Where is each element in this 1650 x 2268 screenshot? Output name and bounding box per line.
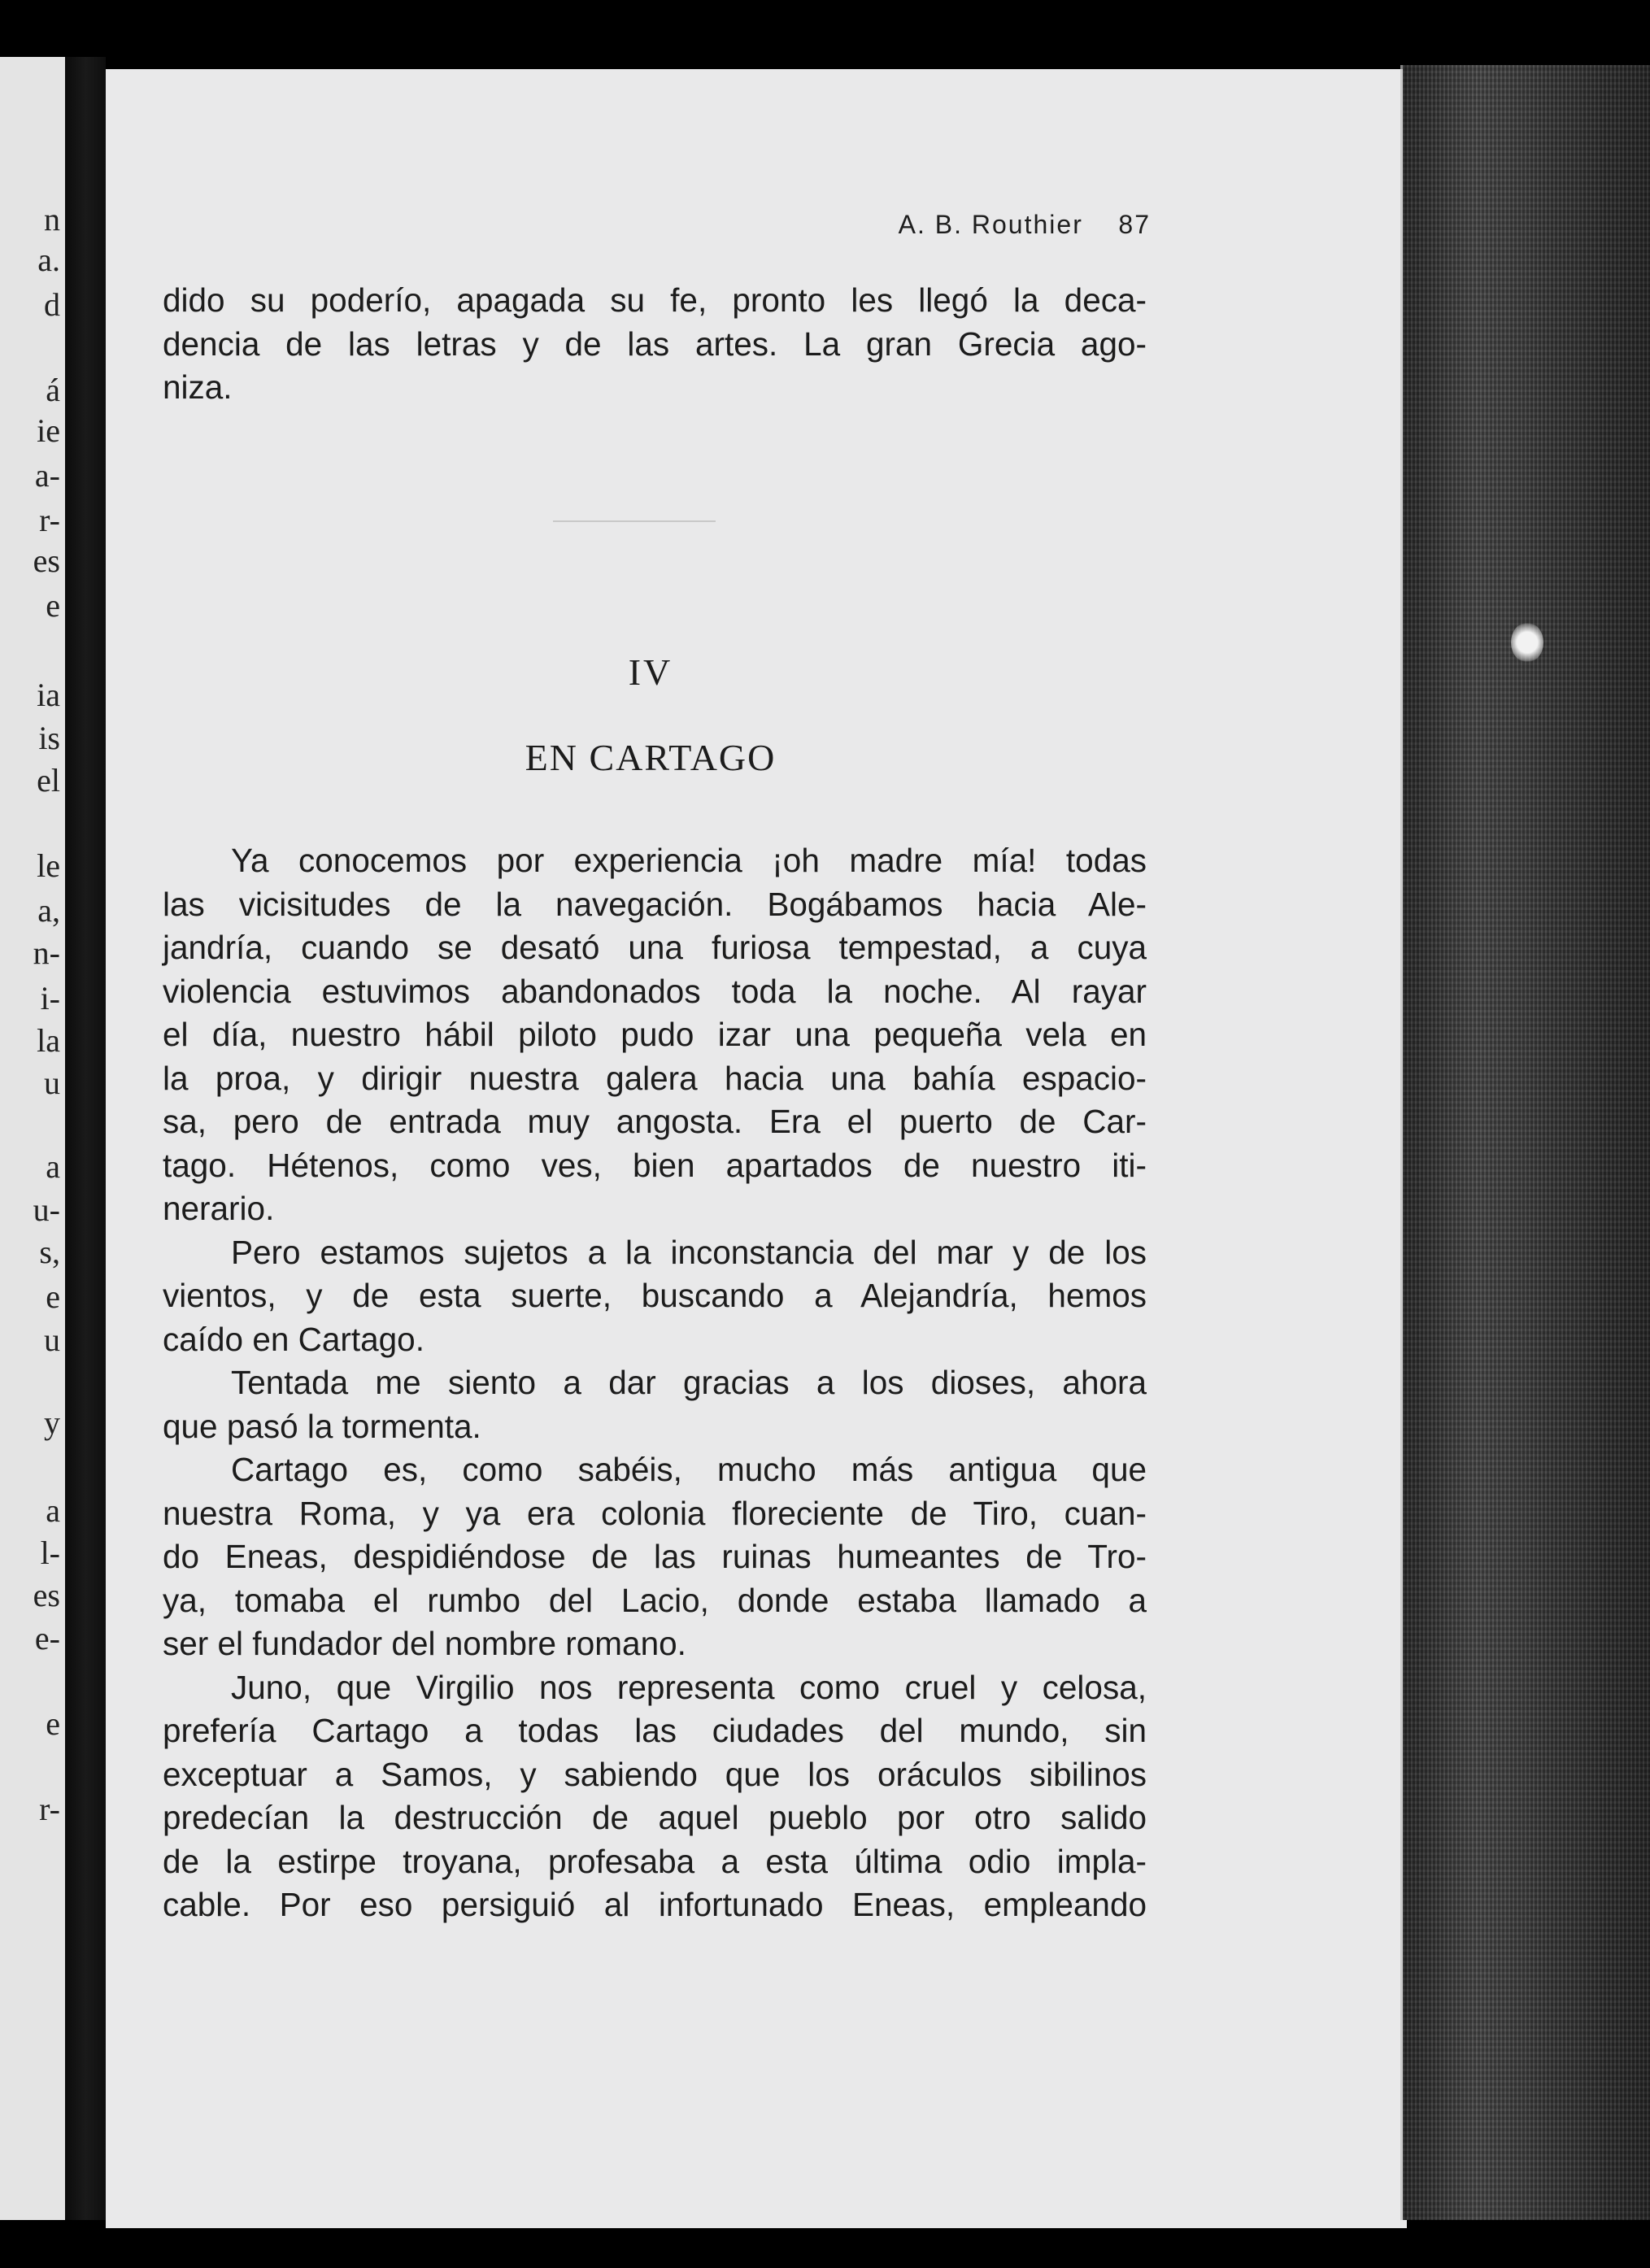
- text-line: Cartago es, como sabéis, mucho más antigua que: [231, 1451, 1147, 1488]
- previous-page-fragment: a: [46, 1148, 60, 1185]
- text-line: las vicisitudes de la navegación. Bogábamos hacia Ale-: [163, 885, 1147, 923]
- text-line: el día, nuestro hábil piloto pudo izar una pequeña vela en: [163, 1016, 1147, 1053]
- previous-page-fragment: e-: [34, 1620, 60, 1656]
- text-line: do Eneas, despidiéndose de las ruinas humeantes de Tro-: [163, 1538, 1147, 1575]
- text-line: violencia estuvimos abandonados toda la noche. Al rayar: [163, 972, 1147, 1010]
- text-line: Juno, que Virgilio nos representa como cruel y celosa,: [231, 1668, 1147, 1706]
- paragraph: [163, 1361, 1147, 1448]
- text-line: tago. Hétenos, como ves, bien apartados de nuestro iti-: [163, 1146, 1147, 1184]
- previous-page-fragment: u: [44, 1321, 60, 1358]
- text-line: predecían la destrucción de aquel pueblo por otro salido: [163, 1799, 1147, 1836]
- previous-page-fragment: n: [44, 201, 60, 237]
- text-line: Ya conocemos por experiencia ¡oh madre mía! todas: [231, 842, 1147, 879]
- text-line: dido su poderío, apagada su fe, pronto les llegó la deca-: [163, 281, 1147, 319]
- previous-page-fragment: le: [37, 847, 60, 884]
- paragraph: [163, 839, 1147, 1231]
- previous-page-fragment: a,: [37, 892, 60, 929]
- section-divider: [553, 520, 716, 522]
- text-line: ser el fundador del nombre romano.: [163, 1625, 686, 1662]
- paragraph: [163, 1231, 1147, 1362]
- continuation-text: [163, 279, 1147, 410]
- previous-page-fragment: a.: [37, 242, 60, 278]
- previous-page-fragment: e: [46, 1278, 60, 1315]
- chapter-body: [163, 839, 1147, 1927]
- chapter-number: IV: [628, 651, 673, 693]
- book-cover-texture: [1403, 65, 1650, 2220]
- chapter-title: EN CARTAGO: [525, 737, 777, 778]
- previous-page-fragment: la: [37, 1022, 60, 1059]
- running-head-author: A. B. Routhier: [898, 210, 1083, 239]
- previous-page-fragment: is: [38, 720, 60, 756]
- paragraph: [163, 1666, 1147, 1927]
- previous-page-fragment: ia: [37, 677, 60, 713]
- text-line: ya, tomaba el rumbo del Lacio, donde estaba llamado a: [163, 1581, 1147, 1619]
- previous-page-fragment: es: [33, 1577, 60, 1613]
- previous-page-fragment: a-: [34, 457, 60, 494]
- cover-blemish: [1511, 622, 1543, 663]
- previous-page-fragment: el: [37, 762, 60, 799]
- text-line: que pasó la tormenta.: [163, 1407, 481, 1445]
- text-line: la proa, y dirigir nuestra galera hacia una bahía espacio-: [163, 1059, 1147, 1097]
- text-line: de la estirpe troyana, profesaba a esta última odio impla-: [163, 1842, 1147, 1880]
- previous-page-fragment: r-: [39, 1791, 60, 1827]
- previous-page-fragment: u-: [33, 1191, 60, 1228]
- previous-page-fragment: e: [46, 587, 60, 624]
- text-line: nuestra Roma, y ya era colonia floreciente de Tiro, cuan-: [163, 1494, 1147, 1532]
- text-line: Pero estamos sujetos a la inconstancia del mar y de los: [231, 1233, 1147, 1271]
- running-header: [862, 210, 1151, 240]
- text-line: sa, pero de entrada muy angosta. Era el puerto de Car-: [163, 1103, 1147, 1140]
- previous-page-fragment: u: [44, 1064, 60, 1101]
- previous-page-fragment: n-: [33, 934, 60, 971]
- previous-page-fragment: á: [46, 372, 60, 408]
- text-line: nerario.: [163, 1190, 275, 1227]
- text-line: caído en Cartago.: [163, 1320, 424, 1358]
- previous-page-fragment: ie: [37, 412, 60, 449]
- previous-page-fragment: a: [46, 1492, 60, 1529]
- previous-page-fragment: l-: [40, 1534, 60, 1571]
- previous-page-fragment: d: [44, 286, 60, 323]
- text-line: cable. Por eso persiguió al infortunado Eneas, empleando: [163, 1886, 1147, 1923]
- previous-page-fragment: i-: [40, 980, 60, 1016]
- page-number: 87: [1118, 210, 1151, 239]
- paragraph: [163, 1448, 1147, 1666]
- text-line: dencia de las letras y de las artes. La gran Grecia ago-: [163, 324, 1147, 363]
- text-line: Tentada me siento a dar gracias a los dioses, ahora: [231, 1364, 1147, 1401]
- previous-page-edge: [0, 57, 65, 2220]
- text-line: jandría, cuando se desató una furiosa tempestad, a cuya: [163, 929, 1147, 966]
- text-line: prefería Cartago a todas las ciudades del mundo, sin: [163, 1712, 1147, 1749]
- text-line: vientos, y de esta suerte, buscando a Alejandría, hemos: [163, 1277, 1147, 1314]
- previous-page-fragment: es: [33, 542, 60, 579]
- previous-page-fragment: y: [44, 1404, 60, 1441]
- text-line: niza.: [163, 368, 233, 406]
- text-line: exceptuar a Samos, y sabiendo que los oráculos sibilinos: [163, 1755, 1147, 1793]
- book-gutter: [65, 57, 106, 2220]
- previous-page-fragment: s,: [39, 1234, 60, 1270]
- previous-page-fragment: r-: [39, 502, 60, 538]
- previous-page-fragment: e: [46, 1705, 60, 1742]
